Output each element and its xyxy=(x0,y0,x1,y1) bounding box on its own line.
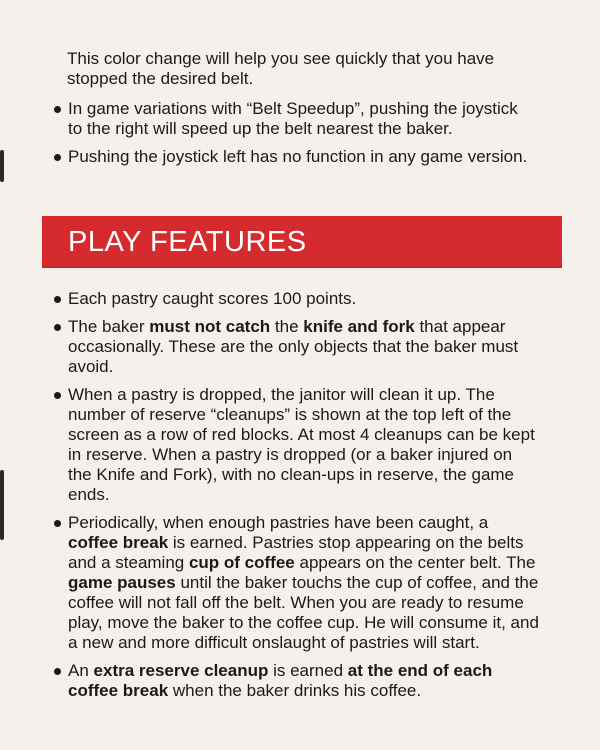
list-item xyxy=(54,317,539,377)
body-text: when the baker drinks his coffee. xyxy=(168,681,422,700)
section-title: PLAY FEATURES xyxy=(68,226,307,258)
list-item xyxy=(54,289,539,309)
bullet-icon xyxy=(54,668,61,675)
body-text: In game variations with “Belt Speedup”, pushing the joystick to the right will speed up the belt nearest the baker. xyxy=(68,99,518,138)
binding-mark-upper xyxy=(0,150,4,182)
body-text: An xyxy=(68,661,94,680)
play-features-list xyxy=(54,289,539,709)
section-banner xyxy=(42,216,562,268)
emphasis-text: extra reserve cleanup xyxy=(93,661,269,680)
body-text: until the baker touchs the cup of coffee, and the coffee will not fall off the belt. When you are ready to resume play, move the baker to the coffee cup. He will consume it, and a new and more difficult onslaught of pastries will start. xyxy=(68,573,539,652)
body-text: Each pastry caught scores 100 points. xyxy=(68,289,357,308)
bullet-icon xyxy=(54,296,61,303)
bullet-icon xyxy=(54,520,61,527)
bullet-icon xyxy=(54,106,61,113)
body-text: the xyxy=(270,317,304,336)
emphasis-text: coffee break xyxy=(68,533,169,552)
body-text: is earned. Pastries stop appearing on the belts and a steaming xyxy=(68,533,524,572)
emphasis-text: must not catch xyxy=(149,317,271,336)
list-item xyxy=(54,147,534,167)
body-text: is earned xyxy=(268,661,348,680)
list-item xyxy=(54,99,534,139)
emphasis-text: knife and fork xyxy=(303,317,415,336)
list-item xyxy=(54,661,539,701)
intro-paragraph xyxy=(67,49,537,89)
body-text: Periodically, when enough pastries have been caught, a xyxy=(68,513,489,532)
body-text: When a pastry is dropped, the janitor will clean it up. The number of reserve “cleanups” is shown at the top left of the screen as a row of red blocks. At most 4 cleanups can be kept in reserve. When a pastry is dropped (or a baker injured on the Knife and Fork), with no clean-ups in reserve, the game ends. xyxy=(68,385,535,504)
body-text: The baker xyxy=(68,317,150,336)
list-item xyxy=(54,513,539,653)
emphasis-text: at the end of each coffee break xyxy=(68,661,493,700)
list-item xyxy=(54,385,539,505)
bullet-icon xyxy=(54,324,61,331)
body-text: Pushing the joystick left has no function in any game version. xyxy=(68,147,528,166)
emphasis-text: cup of coffee xyxy=(188,553,295,572)
bullet-icon xyxy=(54,392,61,399)
body-text: that appear occasionally. These are the only objects that the baker must avoid. xyxy=(68,317,519,376)
intro-text: This color change will help you see quickly that you have stopped the desired belt. xyxy=(67,49,495,88)
emphasis-text: game pauses xyxy=(68,573,176,592)
bullet-icon xyxy=(54,154,61,161)
binding-mark-lower xyxy=(0,470,4,540)
body-text: appears on the center belt. The xyxy=(294,553,536,572)
control-notes-list xyxy=(54,99,534,175)
